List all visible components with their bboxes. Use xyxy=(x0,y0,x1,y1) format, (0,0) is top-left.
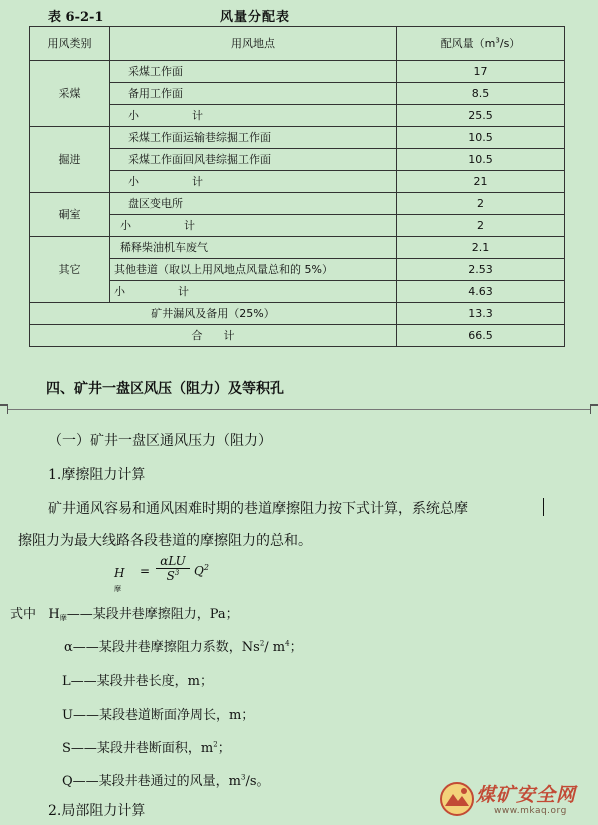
definition-alpha: α——某段井巷摩擦阻力系数，Ns$^2$/ $m^4$； xyxy=(64,639,303,655)
value-cell: 2.1 xyxy=(397,237,565,259)
table-row xyxy=(30,171,565,193)
leakage-cell: 矿井漏风及备用（25%） xyxy=(30,303,397,325)
location-cell: 其他巷道（取以上用风地点风量总和的 5%） xyxy=(110,259,397,281)
category-cell: 掘进 xyxy=(30,127,110,193)
site-watermark xyxy=(440,778,590,822)
subtotal-cell: 小 计 xyxy=(110,105,397,127)
watermark-seal-icon xyxy=(440,782,474,816)
watermark-name: 煤矿安全网 xyxy=(476,784,577,806)
subsection-heading: （一）矿井一盘区通风压力（阻力） xyxy=(48,433,272,449)
value-cell: 10.5 xyxy=(397,149,565,171)
definition-h: 式中 H摩——某段井巷摩擦阻力，Pa； xyxy=(10,607,239,622)
page-divider xyxy=(0,404,598,414)
value-cell: 25.5 xyxy=(397,105,565,127)
location-cell: 盘区变电所 xyxy=(110,193,397,215)
table-number: 表 6-2-1 xyxy=(48,10,104,25)
header-category: 用风类别 xyxy=(30,27,110,61)
value-cell: 17 xyxy=(397,61,565,83)
section-heading: 四、矿井一盘区风压（阻力）及等积孔 xyxy=(46,381,284,397)
table-row xyxy=(30,61,565,83)
header-volume: 配风量$(m^3/s)$ xyxy=(397,27,565,61)
value-cell: 21 xyxy=(397,171,565,193)
table-title: 风量分配表 xyxy=(220,10,291,25)
value-cell: 10.5 xyxy=(397,127,565,149)
item-heading-1: 1.摩擦阻力计算 xyxy=(48,467,146,483)
table-row xyxy=(30,105,565,127)
subtotal-cell: 小 计 xyxy=(110,215,397,237)
table-row xyxy=(30,193,565,215)
table-row xyxy=(30,303,565,325)
location-cell: 备用工作面 xyxy=(110,83,397,105)
item-heading-2: 2.局部阻力计算 xyxy=(48,803,146,819)
table-row xyxy=(30,237,565,259)
divider-line xyxy=(8,409,590,410)
formula-denominator: $S^3$ xyxy=(166,569,180,583)
paragraph-line-2: 擦阻力为最大线路各段巷道的摩擦阻力的总和。 xyxy=(18,533,312,549)
paragraph-line-1: 矿井通风容易和通风困难时期的巷道摩擦阻力按下式计算，系统总摩 xyxy=(48,501,468,517)
table-row xyxy=(30,325,565,347)
formula-lhs: H摩 xyxy=(114,566,125,593)
table-header-row xyxy=(30,27,565,61)
table-row xyxy=(30,127,565,149)
table-row xyxy=(30,83,565,105)
formula-equals: = xyxy=(140,564,151,578)
table-row xyxy=(30,281,565,303)
value-cell: 2 xyxy=(397,215,565,237)
margin-marker-left xyxy=(0,404,8,414)
definition-l: L——某段井巷长度，m； xyxy=(62,674,213,689)
value-cell: 2.53 xyxy=(397,259,565,281)
definition-u: U——某段巷道断面净周长，m； xyxy=(62,708,255,723)
location-cell: 采煤工作面运输巷综掘工作面 xyxy=(110,127,397,149)
formula-fraction xyxy=(156,554,190,583)
location-cell: 稀释柴油机车废气 xyxy=(110,237,397,259)
total-cell: 合 计 xyxy=(30,325,397,347)
category-cell: 采煤 xyxy=(30,61,110,127)
table-row xyxy=(30,259,565,281)
location-cell: 采煤工作面 xyxy=(110,61,397,83)
subtotal-cell: 小 计 xyxy=(110,281,397,303)
air-distribution-table xyxy=(29,26,565,347)
value-cell: 13.3 xyxy=(397,303,565,325)
table-caption xyxy=(48,6,568,24)
value-cell: 66.5 xyxy=(397,325,565,347)
table-row xyxy=(30,215,565,237)
category-cell: 硐室 xyxy=(30,193,110,237)
header-location: 用风地点 xyxy=(110,27,397,61)
location-cell: 采煤工作面回风巷综掘工作面 xyxy=(110,149,397,171)
value-cell: 4.63 xyxy=(397,281,565,303)
formula-numerator: αLU xyxy=(156,554,190,569)
subtotal-cell: 小 计 xyxy=(110,171,397,193)
value-cell: 8.5 xyxy=(397,83,565,105)
text-cursor xyxy=(543,498,544,516)
category-cell: 其它 xyxy=(30,237,110,303)
margin-marker-right xyxy=(590,404,598,414)
definition-s: S——某段井巷断面积，$m^2$； xyxy=(62,740,231,756)
formula-q-term: $Q^2$ xyxy=(194,563,209,578)
table-row xyxy=(30,149,565,171)
watermark-url: www.mkaq.org xyxy=(494,806,567,816)
value-cell: 2 xyxy=(397,193,565,215)
definition-q: Q——某段井巷通过的风量，$m^3/s$。 xyxy=(62,773,270,789)
